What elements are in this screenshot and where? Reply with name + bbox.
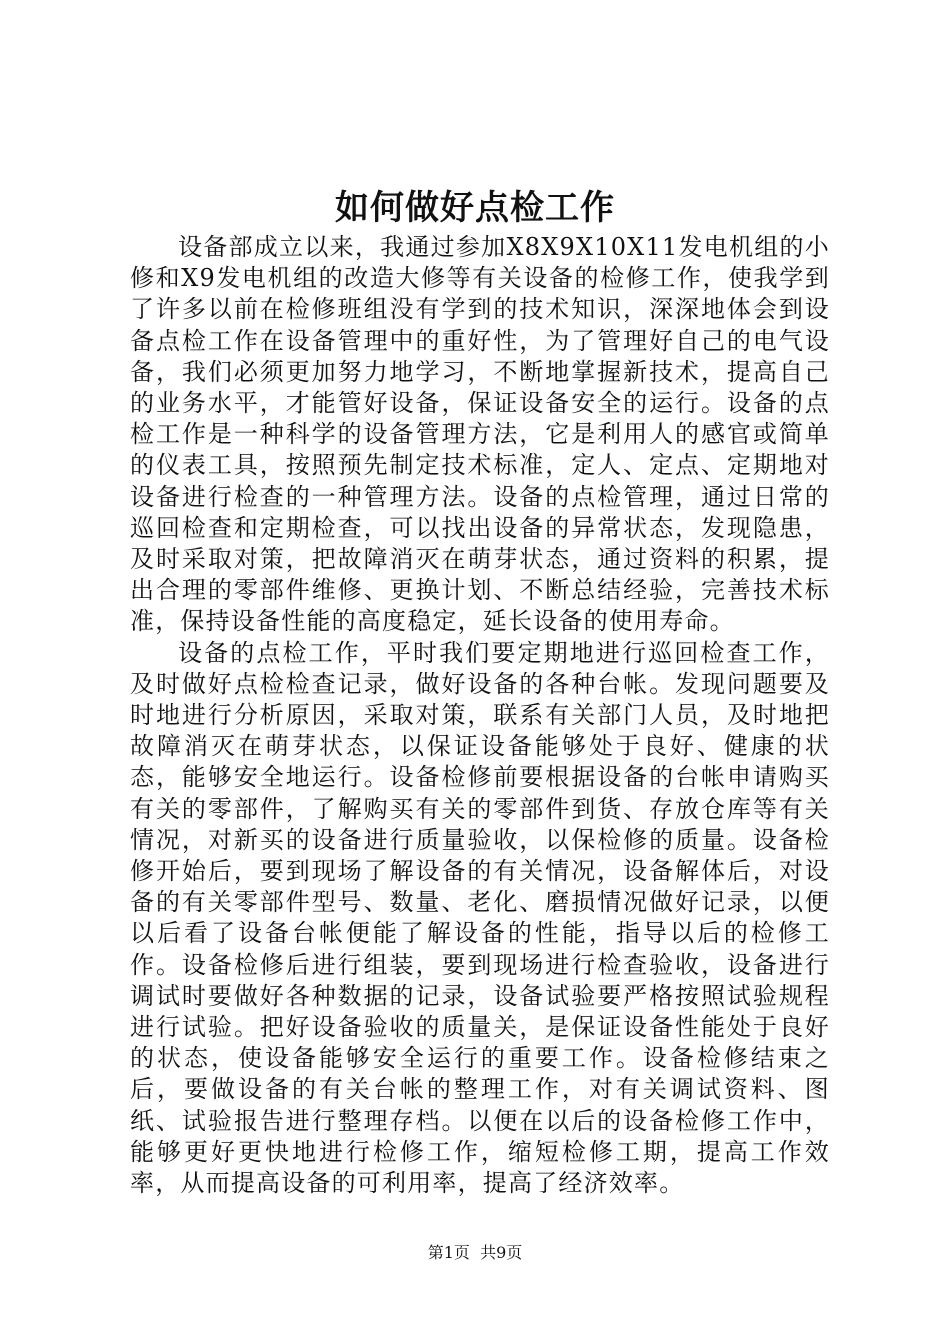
page-number: 第1页 [427,1243,470,1262]
paragraph-1: 设备部成立以来，我通过参加X8X9X10X11发电机组的小修和X9发电机组的改造大修等有关设备的检修工作，使我学到了许多以前在检修班组没有学到的技术知识，深深地体会到设备点检工作在设备管理中的重好性，为了管理好自己的电气设备，我们必须更加努力地学习，不断地掌握新技术，提高自己的业务水平，才能管好设备，保证设备安全的运行。设备的点检工作是一种科学的设备管理方法，它是利用人的感官或简单的仪表工具，按照预先制定技术标准，定人、定点、定期地对设备进行检查的一种管理方法。设备的点检管理，通过日常的巡回检查和定期检查，可以找出设备的异常状态，发现隐患，及时采取对策，把故障消灭在萌芽状态，通过资料的积累，提出合理的零部件维修、更换计划、不断总结经验，完善技术标准，保持设备性能的高度稳定，延长设备的使用寿命。 [130,233,830,636]
page-footer [0,1242,950,1264]
page-total: 共9页 [480,1243,523,1262]
document-body [130,232,830,1199]
document-title: 如何做好点检工作 [335,188,615,228]
paragraph-2: 设备的点检工作，平时我们要定期地进行巡回检查工作，及时做好点检检查记录，做好设备的各种台帐。发现问题要及时地进行分析原因，采取对策，联系有关部门人员，及时地把故障消灭在萌芽状态，以保证设备能够处于良好、健康的状态，能够安全地运行。设备检修前要根据设备的台帐申请购买有关的零部件，了解购买有关的零部件到货、存放仓库等有关情况，对新买的设备进行质量验收，以保检修的质量。设备检修开始后，要到现场了解设备的有关情况，设备解体后，对设备的有关零部件型号、数量、老化、磨损情况做好记录，以便以后看了设备台帐便能了解设备的性能，指导以后的检修工作。设备检修后进行组装，要到现场进行检查验收，设备进行调试时要做好各种数据的记录，设备试验要严格按照试验规程进行试验。把好设备验收的质量关，是保证设备性能处于良好的状态，使设备能够安全运行的重要工作。设备检修结束之后，要做设备的有关台帐的整理工作，对有关调试资料、图纸、试验报告进行整理存档。以便在以后的设备检修工作中，能够更好更快地进行检修工作，缩短检修工期，提高工作效率，从而提高设备的可利用率，提高了经济效率。 [130,638,830,1198]
